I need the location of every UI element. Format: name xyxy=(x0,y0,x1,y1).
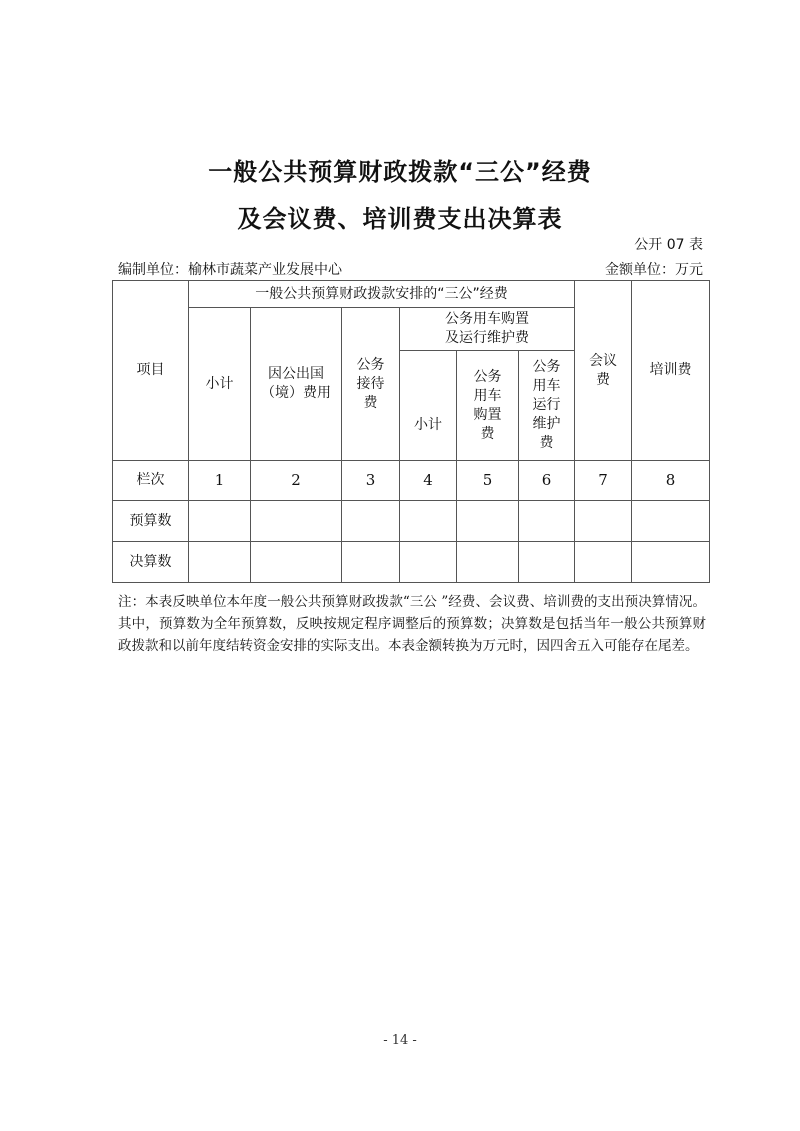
header-vehicle-operation-line: 用车 xyxy=(532,378,561,394)
page-title: 一般公共预算财政拨款“三公”经费 xyxy=(208,158,592,186)
header-item: 项目 xyxy=(113,281,189,461)
header-reception-line: 费 xyxy=(363,394,378,411)
table-cell xyxy=(519,501,575,542)
table-cell xyxy=(189,542,251,583)
column-number: 6 xyxy=(519,461,575,501)
table-cell xyxy=(575,542,632,583)
header-three-public-group: 一般公共预算财政拨款安排的“三公”经费 xyxy=(189,281,575,308)
organization-name: 榆林市蔬菜产业发展中心 xyxy=(188,262,342,278)
column-number: 7 xyxy=(575,461,632,501)
table-cell xyxy=(519,542,575,583)
column-number: 2 xyxy=(251,461,342,501)
header-meeting-line: 会议 xyxy=(589,352,618,369)
table-cell xyxy=(457,501,519,542)
column-number: 4 xyxy=(400,461,457,501)
table-cell xyxy=(632,501,710,542)
header-vehicle-group-line: 及运行维护费 xyxy=(445,330,529,346)
table-note: 注：本表反映单位本年度一般公共预算财政拨款“三公 ”经费、会议费、培训费的支出预决算情况。其中，预算数为全年预算数，反映按规定程序调整后的预算数；决算数是包括当年一般公共预算财政拨款和以前年度结转资金安排的实际支出。本表金额转换为万元时，因四舍五入可能存在尾差。 xyxy=(118,594,706,654)
header-vehicle-operation-line: 费 xyxy=(539,435,554,451)
row-label-budget: 预算数 xyxy=(113,501,189,542)
table-cell xyxy=(189,501,251,542)
table-cell xyxy=(400,501,457,542)
table-cell xyxy=(342,501,400,542)
header-reception xyxy=(342,308,400,461)
header-vehicle-operation xyxy=(519,351,575,461)
table-cell xyxy=(342,542,400,583)
row-label-final: 决算数 xyxy=(113,542,189,583)
header-training: 培训费 xyxy=(632,281,710,461)
header-vehicle-purchase-line: 费 xyxy=(480,425,495,442)
header-vehicle-group-line: 公务用车购置 xyxy=(445,311,529,327)
header-vehicle-subtotal: 小计 xyxy=(400,351,457,461)
header-vehicle-purchase-line: 用车 xyxy=(473,387,502,404)
header-meeting xyxy=(575,281,632,461)
header-vehicle-purchase-line: 购置 xyxy=(473,406,502,423)
table-row xyxy=(113,542,710,583)
page-number: - 14 - xyxy=(383,1033,417,1048)
header-vehicle-group xyxy=(400,308,575,351)
header-abroad xyxy=(251,308,342,461)
table-cell xyxy=(251,542,342,583)
header-meeting-line: 费 xyxy=(596,371,611,388)
organization-label: 编制单位： xyxy=(118,262,188,278)
amount-unit: 金额单位：万元 xyxy=(605,262,703,278)
header-reception-line: 公务 xyxy=(356,356,385,373)
header-abroad-line: 因公出国 xyxy=(268,366,324,382)
table-cell xyxy=(457,542,519,583)
header-vehicle-purchase-line: 公务 xyxy=(473,368,502,385)
page-subtitle: 及会议费、培训费支出决算表 xyxy=(237,205,563,233)
table-cell xyxy=(251,501,342,542)
header-abroad-line: （境）费用 xyxy=(261,385,331,401)
header-vehicle-purchase xyxy=(457,351,519,461)
table-row xyxy=(113,501,710,542)
column-number: 5 xyxy=(457,461,519,501)
column-number: 1 xyxy=(189,461,251,501)
table-cell xyxy=(575,501,632,542)
header-vehicle-operation-line: 公务 xyxy=(532,359,561,375)
column-number: 3 xyxy=(342,461,400,501)
header-vehicle-operation-line: 运行 xyxy=(532,397,561,413)
column-index-label: 栏次 xyxy=(113,461,189,501)
header-vehicle-operation-line: 维护 xyxy=(532,416,561,432)
header-subtotal: 小计 xyxy=(189,308,251,461)
organization-line xyxy=(118,261,342,279)
header-reception-line: 接待 xyxy=(356,375,385,392)
table-cell xyxy=(632,542,710,583)
column-number: 8 xyxy=(632,461,710,501)
table-cell xyxy=(400,542,457,583)
expenditure-table xyxy=(112,280,710,583)
form-number: 公开 07 表 xyxy=(634,237,703,253)
